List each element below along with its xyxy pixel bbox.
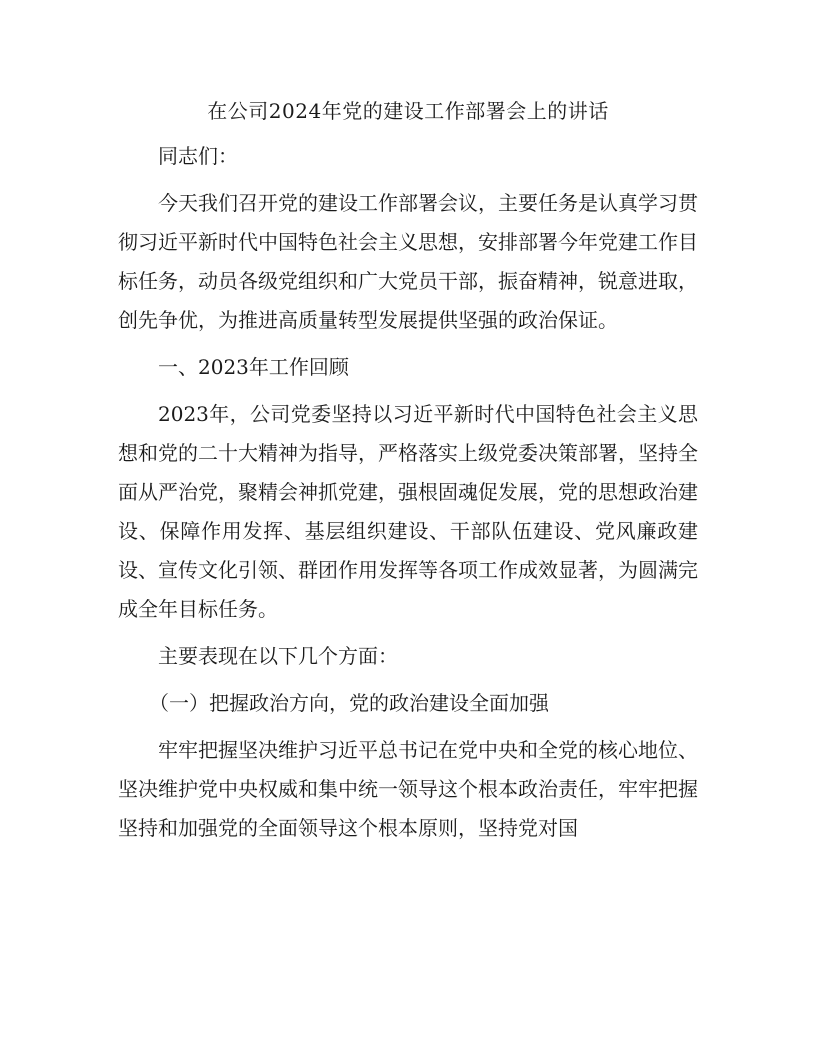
paragraph-intro: 今天我们召开党的建设工作部署会议，主要任务是认真学习贯彻习近平新时代中国特色社会主义思想，安排部署今年党建工作目标任务，动员各级党组织和广大党员干部，振奋精神，锐意进取，创先争优，为推进高质量转型发展提供坚强的政治保证。 bbox=[118, 191, 698, 332]
subheading-political-direction: （一）把握政治方向，党的政治建设全面加强 bbox=[149, 691, 549, 715]
section-heading-review: 一、2023年工作回顾 bbox=[158, 355, 349, 379]
paragraph-aspects-intro: 主要表现在以下几个方面： bbox=[158, 644, 398, 668]
document-title: 在公司2024年党的建设工作部署会上的讲话 bbox=[207, 99, 609, 123]
document-page bbox=[118, 92, 698, 848]
paragraph-review: 2023年，公司党委坚持以习近平新时代中国特色社会主义思想和党的二十大精神为指导，严格落实上级党委决策部署，坚持全面从严治党，聚精会神抓党建，强根固魂促发展，党的思想政治建设、保障作用发挥、基层组织建设、干部队伍建设、党风廉政建设、宣传文化引领、群团作用发挥等各项工作成效显著，为圆满完成全年目标任务。 bbox=[118, 402, 698, 621]
paragraph-political-direction: 牢牢把握坚决维护习近平总书记在党中央和全党的核心地位、坚决维护党中央权威和集中统一领导这个根本政治责任，牢牢把握坚持和加强党的全面领导这个根本原则，坚持党对国 bbox=[118, 738, 698, 840]
salutation: 同志们： bbox=[158, 144, 238, 168]
